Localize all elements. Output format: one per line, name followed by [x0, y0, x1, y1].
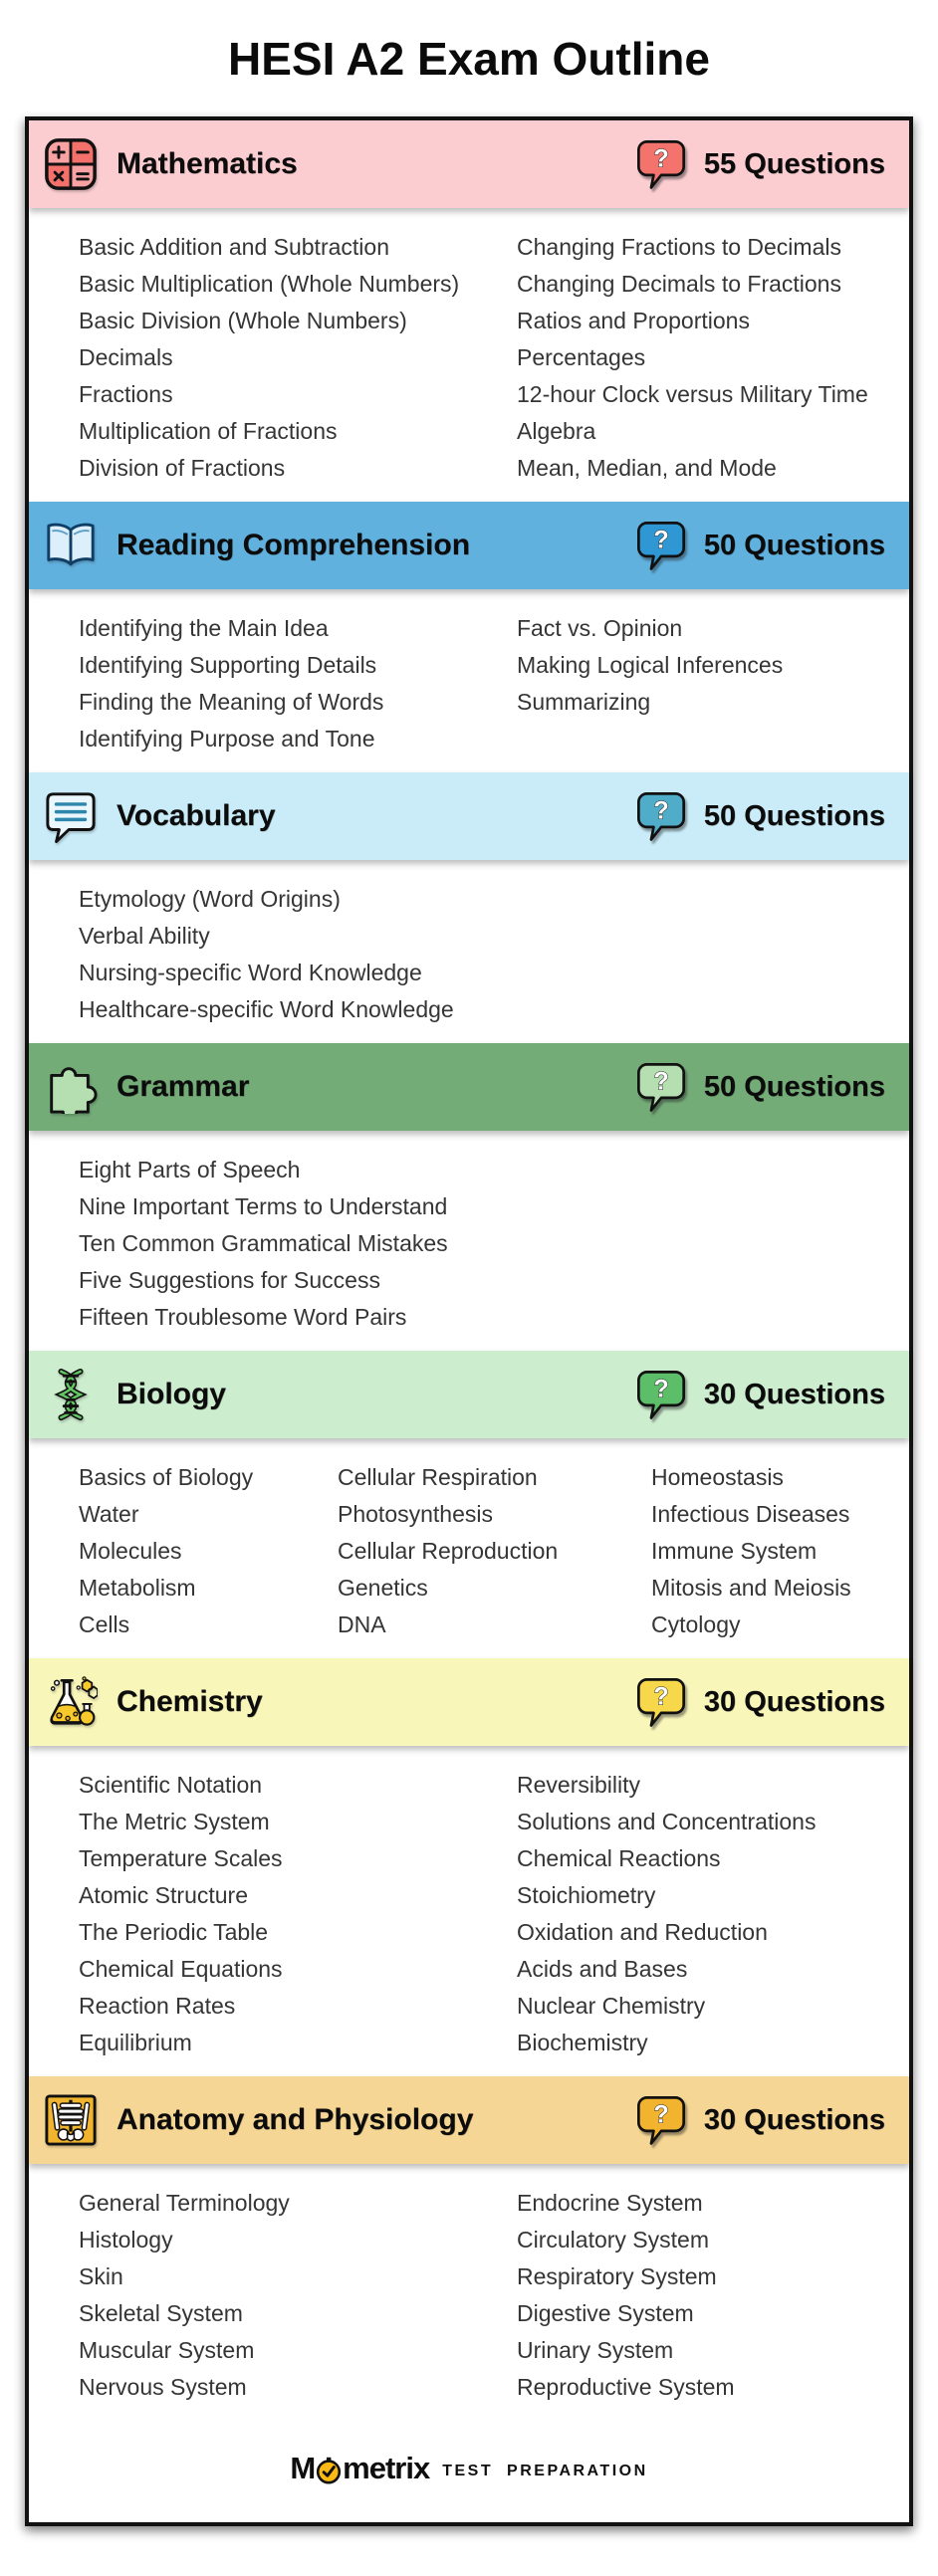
section-header-mathematics: [29, 120, 909, 208]
topic-item: Changing Fractions to Decimals: [517, 234, 841, 260]
question-bubble-icon: [635, 138, 687, 190]
topic-item: Changing Decimals to Fractions: [517, 271, 841, 297]
topic-item: Digestive System: [517, 2300, 694, 2326]
topic-item: Nervous System: [79, 2374, 247, 2400]
section-title: Reading Comprehension: [117, 529, 471, 561]
topic-item: Reproductive System: [517, 2374, 735, 2400]
topics-column: [517, 1767, 891, 2061]
section-title: Mathematics: [117, 147, 298, 180]
topic-item: Molecules: [79, 1538, 182, 1564]
svg-text:?: ?: [653, 144, 669, 173]
section-title: Chemistry: [117, 1685, 263, 1718]
question-count: 50 Questions: [703, 529, 885, 561]
topic-item: Urinary System: [517, 2337, 674, 2363]
topic-item: Endocrine System: [517, 2190, 703, 2216]
topic-item: Identifying the Main Idea: [79, 615, 329, 641]
section-topics: [29, 1131, 909, 1351]
question-bubble-icon: [635, 1369, 687, 1420]
section-topics: [29, 860, 909, 1043]
topic-item: Cytology: [651, 1611, 741, 1637]
topic-item: Basics of Biology: [79, 1464, 254, 1490]
topic-item: 12-hour Clock versus Military Time: [517, 381, 868, 407]
open-book-icon: [43, 518, 99, 573]
section-header-grammar: [29, 1043, 909, 1131]
question-count: 50 Questions: [703, 799, 885, 832]
topic-item: Reaction Rates: [79, 1993, 236, 2019]
topic-item: Nine Important Terms to Understand: [79, 1193, 448, 1219]
topics-column: [79, 229, 517, 487]
topics-column: [79, 1152, 891, 1336]
question-count: 30 Questions: [703, 1378, 885, 1410]
topic-item: Skeletal System: [79, 2300, 243, 2326]
section-topics: [29, 1438, 909, 1658]
topic-item: Nuclear Chemistry: [517, 1993, 706, 2019]
topic-item: Mitosis and Meiosis: [651, 1575, 851, 1601]
logo-text: metrix: [343, 2451, 430, 2485]
section-topics: [29, 589, 909, 772]
topic-item: Reversibility: [517, 1772, 640, 1798]
topic-item: Multiplication of Fractions: [79, 418, 338, 444]
topic-item: Photosynthesis: [338, 1501, 493, 1527]
section-biology: [29, 1351, 909, 1658]
logo-text: M: [290, 2451, 316, 2485]
topic-item: Mean, Median, and Mode: [517, 455, 777, 481]
topic-item: Temperature Scales: [79, 1845, 283, 1871]
topic-item: Making Logical Inferences: [517, 652, 784, 678]
svg-text:?: ?: [653, 1682, 669, 1711]
topic-item: Cells: [79, 1611, 130, 1637]
topic-item: Cellular Reproduction: [338, 1538, 559, 1564]
topic-item: Fifteen Troublesome Word Pairs: [79, 1304, 407, 1330]
section-header-chemistry: [29, 1658, 909, 1746]
topic-item: Solutions and Concentrations: [517, 1809, 817, 1834]
section-header-reading: [29, 502, 909, 589]
question-bubble-icon: [635, 520, 687, 571]
topic-item: Muscular System: [79, 2337, 255, 2363]
section-mathematics: [29, 120, 909, 502]
topic-item: The Periodic Table: [79, 1919, 269, 1945]
topic-item: Biochemistry: [517, 2030, 648, 2055]
topic-item: Metabolism: [79, 1575, 196, 1601]
topic-item: Stoichiometry: [517, 1882, 656, 1908]
topic-item: Chemical Reactions: [517, 1845, 721, 1871]
topic-item: Algebra: [517, 418, 596, 444]
topics-column: [517, 610, 891, 757]
dna-icon: [43, 1367, 99, 1422]
svg-text:?: ?: [653, 796, 669, 825]
topic-item: Five Suggestions for Success: [79, 1267, 380, 1293]
topic-item: Scientific Notation: [79, 1772, 263, 1798]
section-topics: [29, 2164, 909, 2421]
topic-item: Identifying Supporting Details: [79, 652, 377, 678]
topic-item: Equilibrium: [79, 2030, 192, 2055]
page-title: HESI A2 Exam Outline: [228, 33, 710, 85]
question-bubble-icon: [635, 790, 687, 842]
topic-item: Ratios and Proportions: [517, 308, 750, 333]
question-bubble-icon: [635, 2094, 687, 2146]
topic-item: Eight Parts of Speech: [79, 1157, 301, 1182]
topic-item: Skin: [79, 2263, 123, 2289]
topic-item: Respiratory System: [517, 2263, 717, 2289]
svg-text:?: ?: [653, 2100, 669, 2129]
topic-item: Histology: [79, 2227, 173, 2253]
calculator-icon: [43, 136, 99, 192]
topic-item: Immune System: [651, 1538, 818, 1564]
topic-item: Basic Addition and Subtraction: [79, 234, 389, 260]
topic-item: Atomic Structure: [79, 1882, 248, 1908]
puzzle-piece-icon: [43, 1059, 99, 1115]
question-count: 30 Questions: [703, 2103, 885, 2136]
section-title: Biology: [117, 1378, 226, 1410]
topic-item: Basic Division (Whole Numbers): [79, 308, 407, 333]
question-count: 50 Questions: [703, 1070, 885, 1103]
section-vocabulary: [29, 772, 909, 1043]
topic-item: Fact vs. Opinion: [517, 615, 683, 641]
section-chemistry: [29, 1658, 909, 2076]
topics-column: [79, 2185, 517, 2406]
logo-tagline: TEST PREPARATION: [442, 2463, 648, 2479]
topic-item: Chemical Equations: [79, 1956, 283, 1982]
topics-column: [79, 881, 891, 1028]
section-header-biology: [29, 1351, 909, 1438]
topic-item: Decimals: [79, 344, 173, 370]
topic-item: Verbal Ability: [79, 923, 210, 949]
section-title: Grammar: [117, 1070, 250, 1103]
topic-item: Etymology (Word Origins): [79, 886, 341, 912]
flask-icon: [43, 1674, 99, 1730]
topic-item: Basic Multiplication (Whole Numbers): [79, 271, 460, 297]
svg-text:?: ?: [653, 1375, 669, 1403]
topic-item: Oxidation and Reduction: [517, 1919, 768, 1945]
topic-item: Homeostasis: [651, 1464, 784, 1490]
mometrix-logo: [290, 2451, 647, 2486]
topic-item: Division of Fractions: [79, 455, 286, 481]
topic-item: Identifying Purpose and Tone: [79, 726, 375, 751]
topics-column: [338, 1459, 651, 1643]
topic-item: Infectious Diseases: [651, 1501, 850, 1527]
section-topics: [29, 208, 909, 502]
section-title: Vocabulary: [117, 799, 276, 832]
question-count: 30 Questions: [703, 1685, 885, 1718]
section-grammar: [29, 1043, 909, 1351]
topics-column: [517, 2185, 891, 2406]
section-header-vocabulary: [29, 772, 909, 860]
outline-card: [25, 116, 913, 2526]
topic-item: Ten Common Grammatical Mistakes: [79, 1230, 448, 1256]
topics-column: [517, 229, 891, 487]
section-anatomy-physiology: [29, 2076, 909, 2421]
question-bubble-icon: [635, 1676, 687, 1728]
question-bubble-icon: [635, 1061, 687, 1113]
section-title: Anatomy and Physiology: [117, 2103, 474, 2136]
topic-item: Finding the Meaning of Words: [79, 689, 384, 715]
topic-item: Percentages: [517, 344, 646, 370]
topic-item: Genetics: [338, 1575, 428, 1601]
topic-item: Fractions: [79, 381, 173, 407]
topics-column: [79, 1767, 517, 2061]
topic-item: The Metric System: [79, 1809, 270, 1834]
topic-item: Summarizing: [517, 689, 651, 715]
topics-column: [651, 1459, 891, 1643]
topics-column: [79, 1459, 338, 1643]
section-reading-comprehension: [29, 502, 909, 772]
speech-bubble-icon: [43, 788, 99, 844]
footer: [29, 2421, 909, 2522]
svg-text:?: ?: [653, 526, 669, 554]
section-topics: [29, 1746, 909, 2076]
svg-text:?: ?: [653, 1067, 669, 1096]
topic-item: Water: [79, 1501, 139, 1527]
topic-item: Acids and Bases: [517, 1956, 688, 1982]
clock-icon: [316, 2457, 342, 2484]
question-count: 55 Questions: [703, 147, 885, 180]
topic-item: Circulatory System: [517, 2227, 709, 2253]
section-header-anatomy: [29, 2076, 909, 2164]
topic-item: DNA: [338, 1611, 386, 1637]
topics-column: [79, 610, 517, 757]
topic-item: Healthcare-specific Word Knowledge: [79, 996, 454, 1022]
topic-item: Nursing-specific Word Knowledge: [79, 960, 422, 985]
topic-item: General Terminology: [79, 2190, 290, 2216]
topic-item: Cellular Respiration: [338, 1464, 538, 1490]
skeleton-icon: [43, 2092, 99, 2148]
